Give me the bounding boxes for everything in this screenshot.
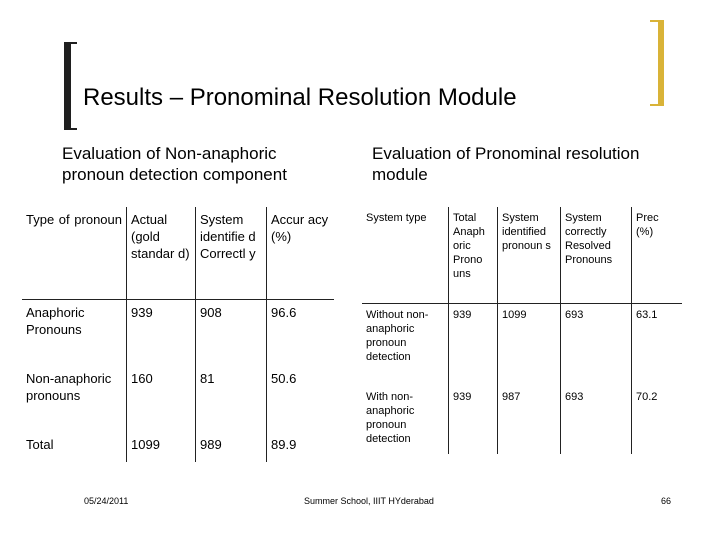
header-cell: Type of pronoun xyxy=(22,207,127,300)
header-cell: System identified pronoun s xyxy=(498,207,561,304)
table-row xyxy=(362,304,682,387)
table-header-row xyxy=(22,207,334,300)
table-cell: 989 xyxy=(196,432,267,462)
table-row xyxy=(22,366,334,432)
table-row xyxy=(22,432,334,462)
table-cell: 89.9 xyxy=(271,437,297,452)
header-cell: System type xyxy=(362,207,449,304)
non-anaphoric-detection-table xyxy=(22,207,334,462)
left-heading: Evaluation of Non-anaphoric pronoun detection component xyxy=(62,144,287,184)
table-row xyxy=(22,300,334,367)
table-cell: 939 xyxy=(449,386,498,454)
table-cell: Without non-anaphoric pronoun detection xyxy=(362,304,449,387)
header-cell: Actual (gold standar d) xyxy=(127,207,196,300)
table-cell: 1099 xyxy=(498,304,561,387)
pronominal-resolution-table xyxy=(362,207,682,454)
table-cell: 96.6 xyxy=(271,305,297,320)
header-cell: Accur acy (%) xyxy=(267,207,335,300)
footer-date: 05/24/2011 xyxy=(84,496,129,506)
header-cell: System identifie d Correctl y xyxy=(196,207,267,300)
table-cell: Total xyxy=(22,432,127,462)
table-cell: With non-anaphoric pronoun detection xyxy=(362,386,449,454)
table-cell: Anaphoric Pronouns xyxy=(22,300,127,367)
table-cell: 1099 xyxy=(127,432,196,462)
table-cell: 81 xyxy=(196,366,267,432)
table-row xyxy=(362,386,682,454)
table-header-row xyxy=(362,207,682,304)
right-heading: Evaluation of Pronominal resolution module xyxy=(372,144,640,184)
header-cell: System correctly Resolved Pronouns xyxy=(561,207,632,304)
header-cell: Total Anaph oric Prono uns xyxy=(449,207,498,304)
page-number: 66 xyxy=(661,496,672,506)
table-cell: 987 xyxy=(498,386,561,454)
table-cell: 939 xyxy=(127,300,196,367)
right-bracket-decoration xyxy=(650,20,664,106)
table-cell: 908 xyxy=(196,300,267,367)
header-cell: Prec (%) xyxy=(632,207,683,304)
table-cell: 70.2 xyxy=(636,391,658,403)
table-cell: 693 xyxy=(561,386,632,454)
table-cell: 939 xyxy=(449,304,498,387)
left-bracket-decoration xyxy=(64,42,77,130)
slide-title: Results – Pronominal Resolution Module xyxy=(83,84,517,111)
footer-center-text: Summer School, IIIT HYderabad xyxy=(304,496,434,506)
table-cell: 160 xyxy=(127,366,196,432)
table-cell: 50.6 xyxy=(271,371,297,386)
table-cell: 63.1 xyxy=(636,309,658,321)
table-cell: Non-anaphoric pronouns xyxy=(22,366,127,432)
table-cell: 693 xyxy=(561,304,632,387)
